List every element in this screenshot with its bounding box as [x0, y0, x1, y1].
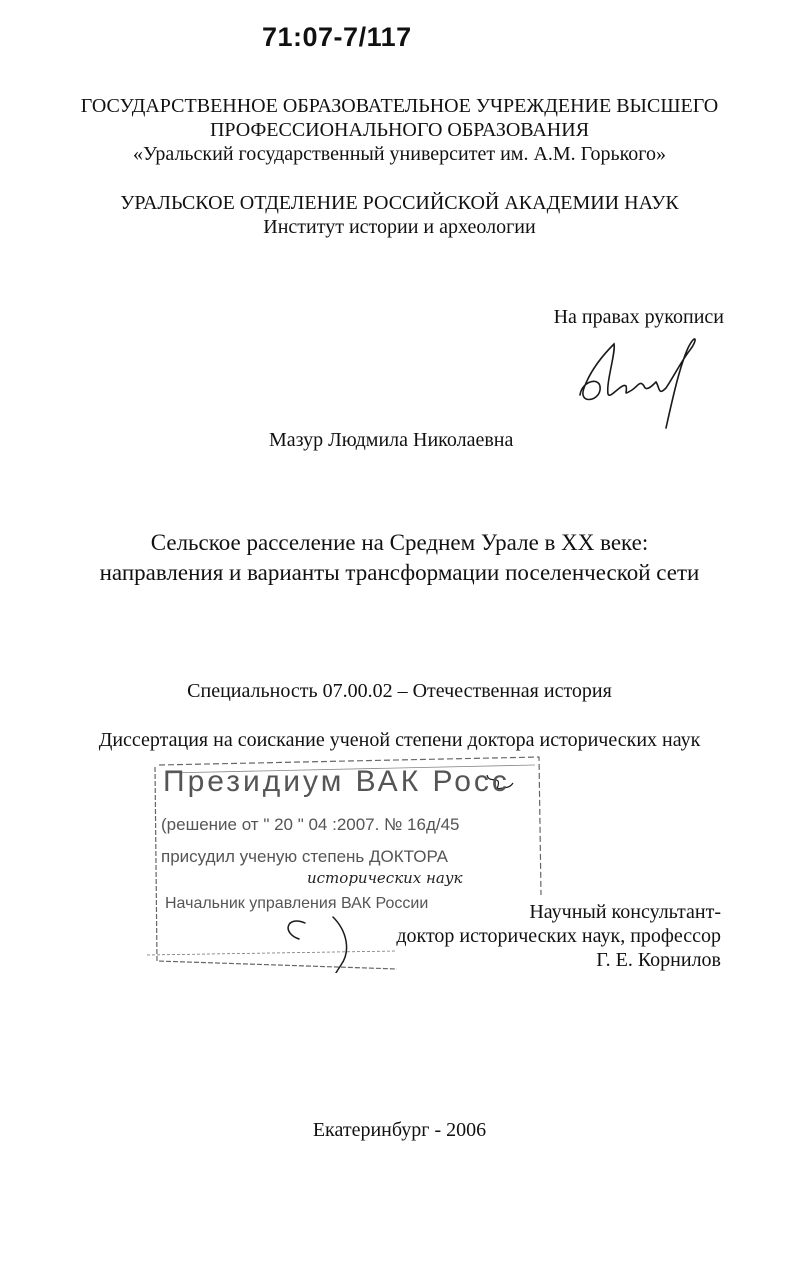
- dissertation-title: [0, 528, 799, 588]
- document-code: 71:07-7/117: [262, 22, 412, 52]
- institution-line-2: ПРОФЕССИОНАЛЬНОГО ОБРАЗОВАНИЯ: [209, 119, 590, 141]
- institute-name: Институт истории и археологии: [263, 216, 536, 238]
- consultant-line-2: доктор исторических наук, профессор: [396, 925, 721, 947]
- academy-header: [0, 191, 799, 239]
- consultant-line-1: Научный консультант-: [529, 901, 721, 923]
- stamp-line-1: Президиум ВАК Росс: [163, 765, 510, 798]
- manuscript-rights: На правах рукописи: [553, 306, 724, 328]
- title-line-1: Сельское расселение на Среднем Урале в XX веке:: [150, 530, 649, 555]
- author-signature: [570, 330, 710, 440]
- stamp-line-3: присудил ученую степень ДОКТОРА: [161, 847, 449, 866]
- stamp-line-2: (решение от " 20 " 04 :2007. № 16д/45: [161, 815, 460, 834]
- institution-line-1: ГОСУДАРСТВЕННОЕ ОБРАЗОВАТЕЛЬНОЕ УЧРЕЖДЕНИЕ ВЫСШЕГО: [80, 95, 719, 117]
- academy-line-1: УРАЛЬСКОЕ ОТДЕЛЕНИЕ РОССИЙСКОЙ АКАДЕМИИ НАУК: [120, 192, 679, 214]
- stamp-line-5: Начальник управления ВАК России: [165, 895, 429, 912]
- scientific-consultant: [396, 900, 721, 972]
- title-line-2: направления и варианты трансформации поселенческой сети: [99, 560, 700, 585]
- stamp-line-4: исторических наук: [307, 869, 463, 887]
- city-year: Екатеринбург - 2006: [312, 1119, 487, 1141]
- degree-statement: Диссертация на соискание ученой степени доктора исторических наук: [98, 729, 701, 751]
- university-name: «Уральский государственный университет им. А.М. Горького»: [133, 143, 666, 165]
- institution-header: [0, 94, 799, 166]
- consultant-name: Г. Е. Корнилов: [596, 949, 721, 971]
- specialty: Специальность 07.00.02 – Отечественная история: [187, 680, 612, 702]
- author-name: Мазур Людмила Николаевна: [269, 429, 514, 451]
